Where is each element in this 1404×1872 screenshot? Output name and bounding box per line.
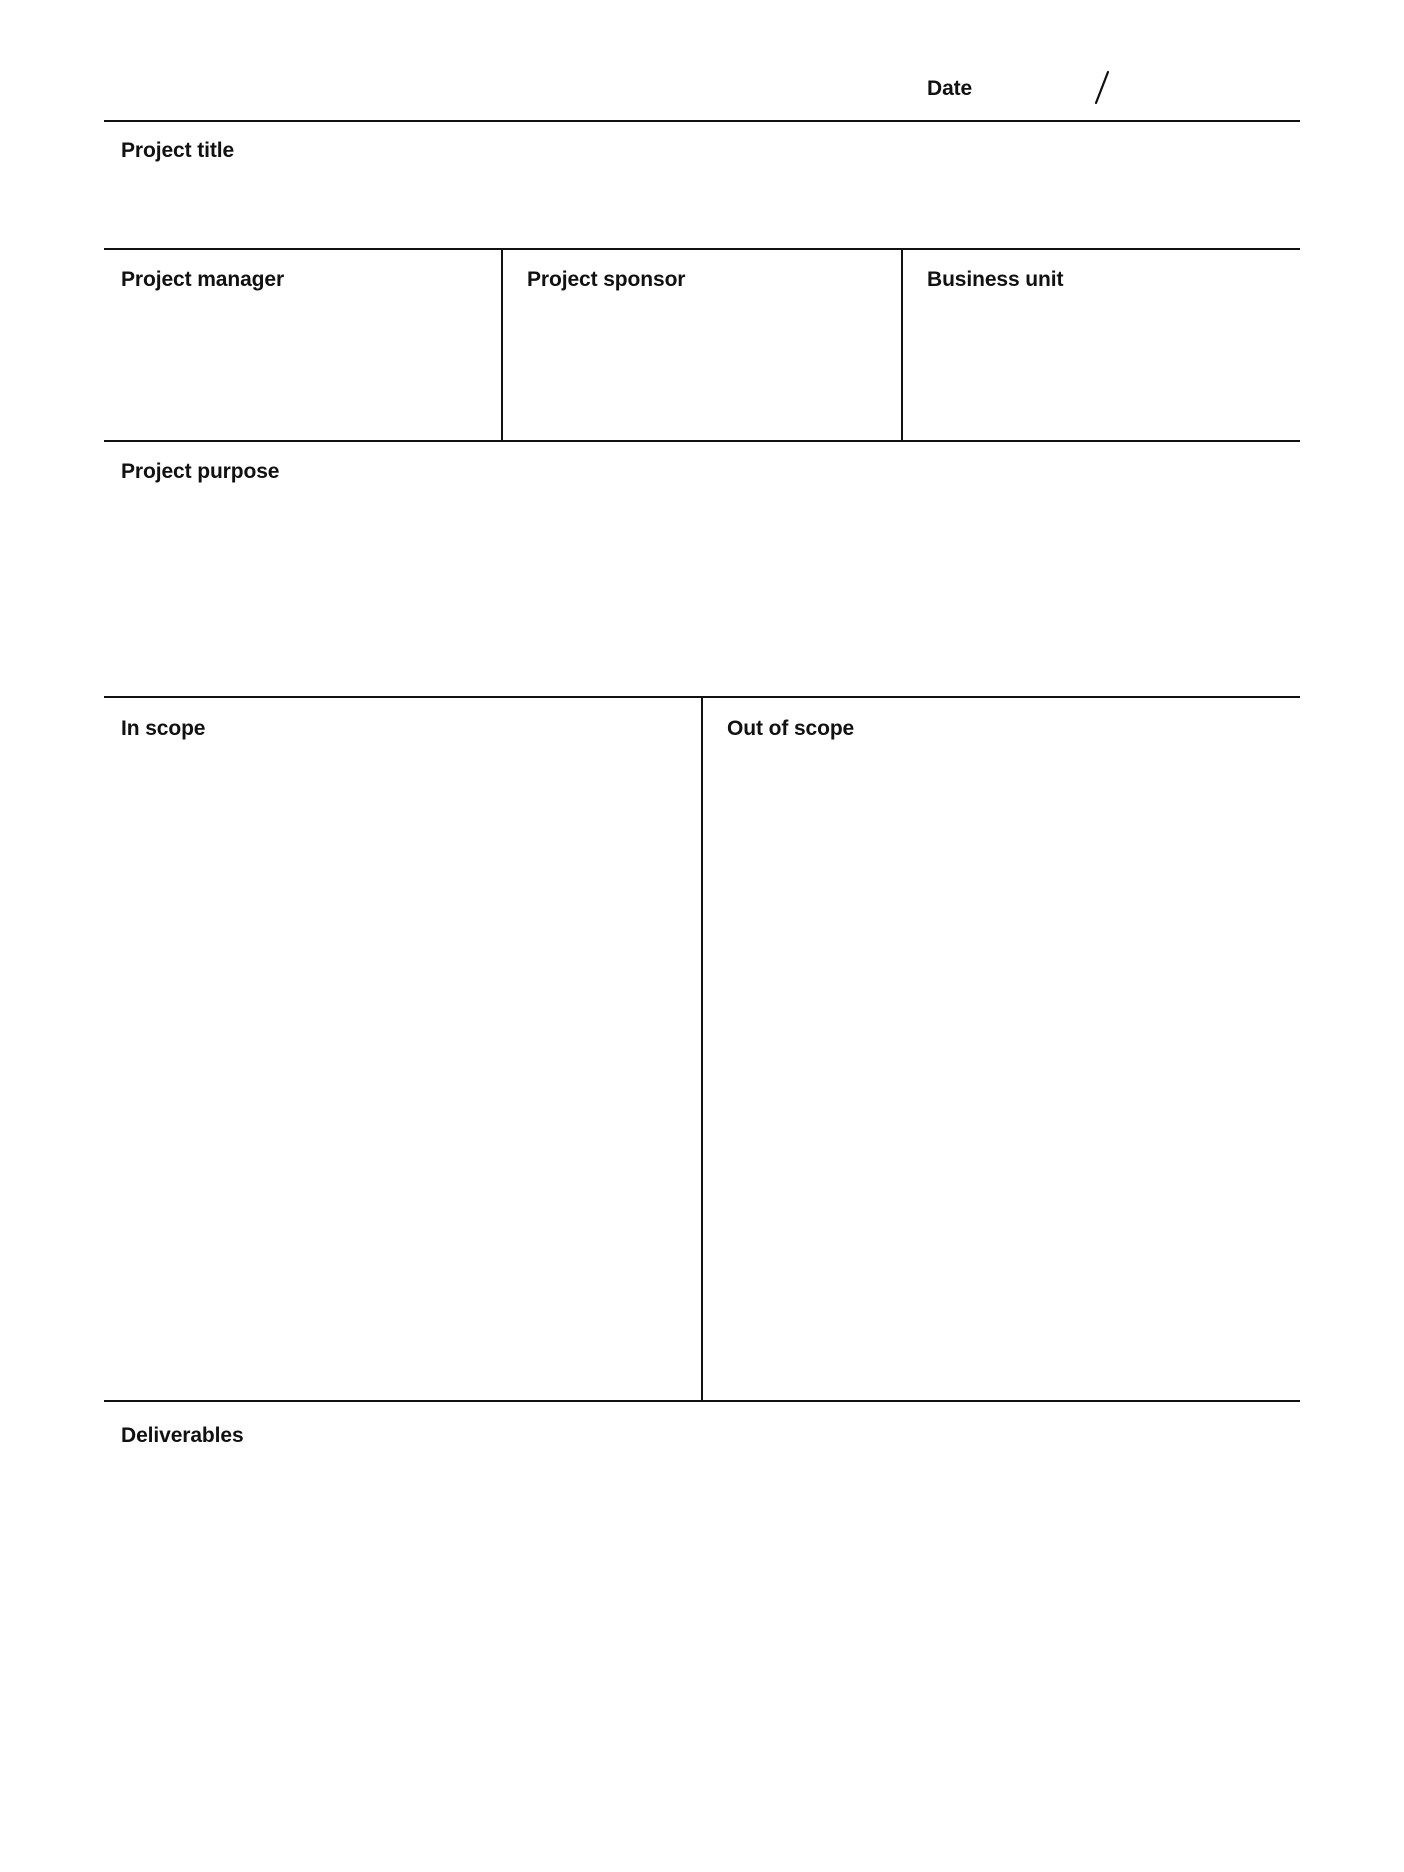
project-purpose-field[interactable]	[104, 442, 1300, 696]
out-of-scope-field[interactable]	[703, 698, 1300, 1400]
project-sponsor-label: Project sponsor	[527, 268, 686, 291]
project-title-field[interactable]	[104, 122, 1300, 248]
out-of-scope-label: Out of scope	[727, 717, 855, 740]
project-purpose-label: Project purpose	[121, 460, 280, 483]
business-unit-label: Business unit	[927, 268, 1064, 291]
date-label: Date	[927, 77, 973, 100]
project-manager-label: Project manager	[121, 268, 285, 291]
deliverables-label: Deliverables	[121, 1424, 244, 1447]
project-title-label: Project title	[121, 139, 235, 162]
in-scope-label: In scope	[121, 717, 206, 740]
date-separator-slash	[1092, 70, 1112, 106]
deliverables-field[interactable]	[104, 1402, 1300, 1822]
in-scope-field[interactable]	[104, 698, 701, 1400]
